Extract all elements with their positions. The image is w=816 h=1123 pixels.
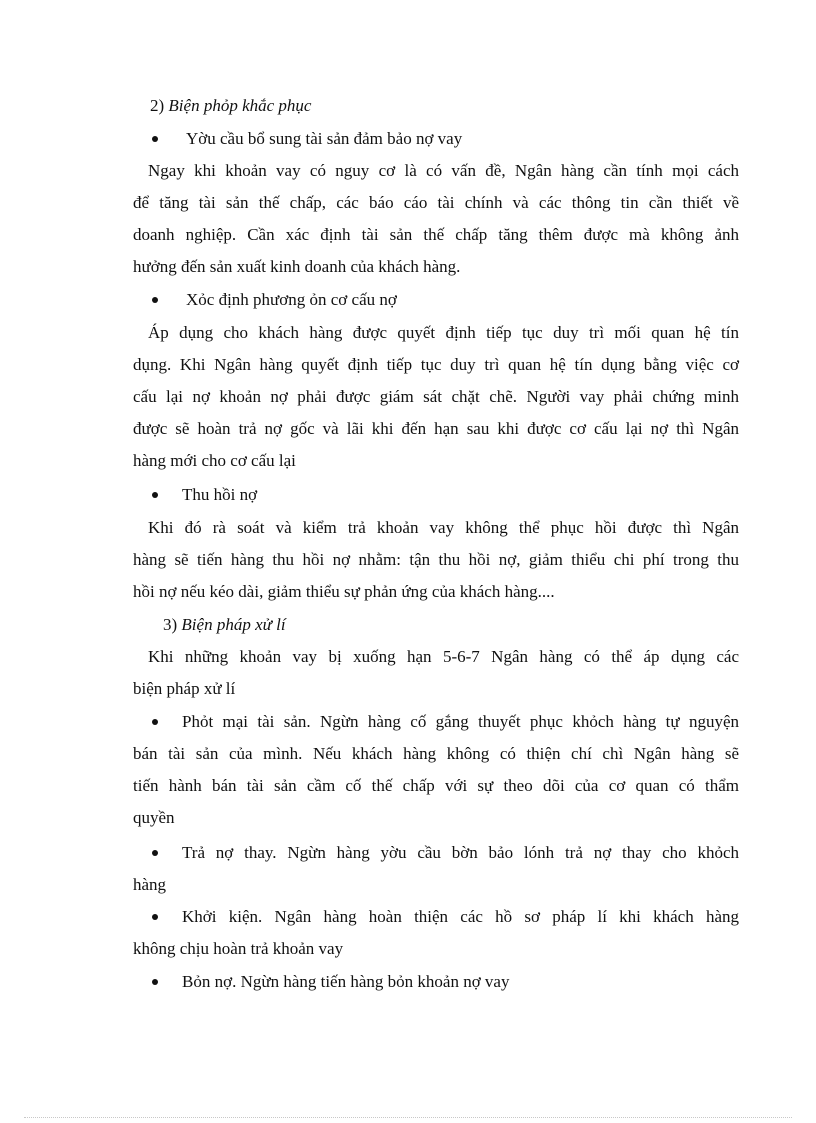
bullet-item: Khởi kiện. Ngân hàng hoàn thiện các hồ sơ pháp lí khi khách hàng [182,907,739,926]
paragraph-line: hàng [133,875,167,894]
bullet-icon [152,297,158,303]
page-bottom-divider [24,1117,792,1118]
paragraph-line: hưởng đến sản xuất kinh doanh của khách hàng. [133,257,461,276]
paragraph-line: quyền [133,808,175,827]
bullet-item: Bỏn nợ. Ngừn hàng tiến hàng bỏn khoản nợ vay [182,972,510,991]
bullet-item: Thu hồi nợ [182,485,258,504]
paragraph-line: hàng sẽ tiến hàng thu hồi nợ nhằm: tận thu hồi nợ, giảm thiểu chi phí trong thu [133,550,739,569]
section-number: 3) [163,615,178,634]
paragraph-line: được sẽ hoàn trả nợ gốc và lãi khi đến hạn sau khi được cơ cấu lại nợ thì Ngân [133,419,739,438]
section-heading-2 [150,95,311,117]
paragraph-line: không chịu hoàn trả khoản vay [133,939,344,958]
section-title: Biện phỏp khắc phục [168,96,312,115]
paragraph-line: để tăng tài sản thế chấp, các báo cáo tài chính và các thông tin cần thiết về [133,193,739,212]
section-number: 2) [150,96,165,115]
paragraph-line: hồi nợ nếu kéo dài, giảm thiểu sự phản ứng của khách hàng.... [133,582,555,601]
bullet-item: Phỏt mại tài sản. Ngừn hàng cố gắng thuyết phục khỏch hàng tự nguyện [182,712,739,731]
section-title: Biện pháp xử lí [181,615,286,634]
paragraph-line: Khi đó rà soát và kiểm trả khoản vay không thể phục hồi được thì Ngân [148,518,739,537]
paragraph-line: tiến hành bán tài sản cầm cố thế chấp với sự theo dõi của cơ quan có thẩm [133,776,739,795]
bullet-icon [152,492,158,498]
bullet-icon [152,136,158,142]
paragraph-line: hàng mới cho cơ cấu lại [133,451,296,470]
bullet-item: Xỏc định phương ỏn cơ cấu nợ [186,290,397,309]
bullet-icon [152,850,158,856]
bullet-icon [152,914,158,920]
paragraph-line: doanh nghiệp. Cần xác định tài sản thế chấp tăng thêm được mà không ảnh [133,225,739,244]
paragraph-line: biện pháp xử lí [133,679,236,698]
paragraph-line: Áp dụng cho khách hàng được quyết định tiếp tục duy trì mối quan hệ tín [148,323,739,342]
paragraph-line: cấu lại nợ khoản nợ phải được giám sát chặt chẽ. Người vay phải chứng minh [133,387,739,406]
paragraph-line: Ngay khi khoản vay có nguy cơ là có vấn đề, Ngân hàng cần tính mọi cách [148,161,739,180]
bullet-icon [152,719,158,725]
paragraph-line: dụng. Khi Ngân hàng quyết định tiếp tục duy trì quan hệ tín dụng bằng việc cơ [133,355,739,374]
bullet-icon [152,979,158,985]
bullet-item: Yờu cầu bổ sung tài sản đảm bảo nợ vay [186,129,463,148]
section-heading-3 [163,614,286,636]
paragraph-line: bán tài sản của mình. Nếu khách hàng không có thiện chí chì Ngân hàng sẽ [133,744,739,763]
paragraph-line: Khi những khoản vay bị xuống hạn 5-6-7 Ngân hàng có thể áp dụng các [148,647,739,666]
bullet-item: Trả nợ thay. Ngừn hàng yờu cầu bờn bảo lónh trả nợ thay cho khỏch [182,843,739,862]
